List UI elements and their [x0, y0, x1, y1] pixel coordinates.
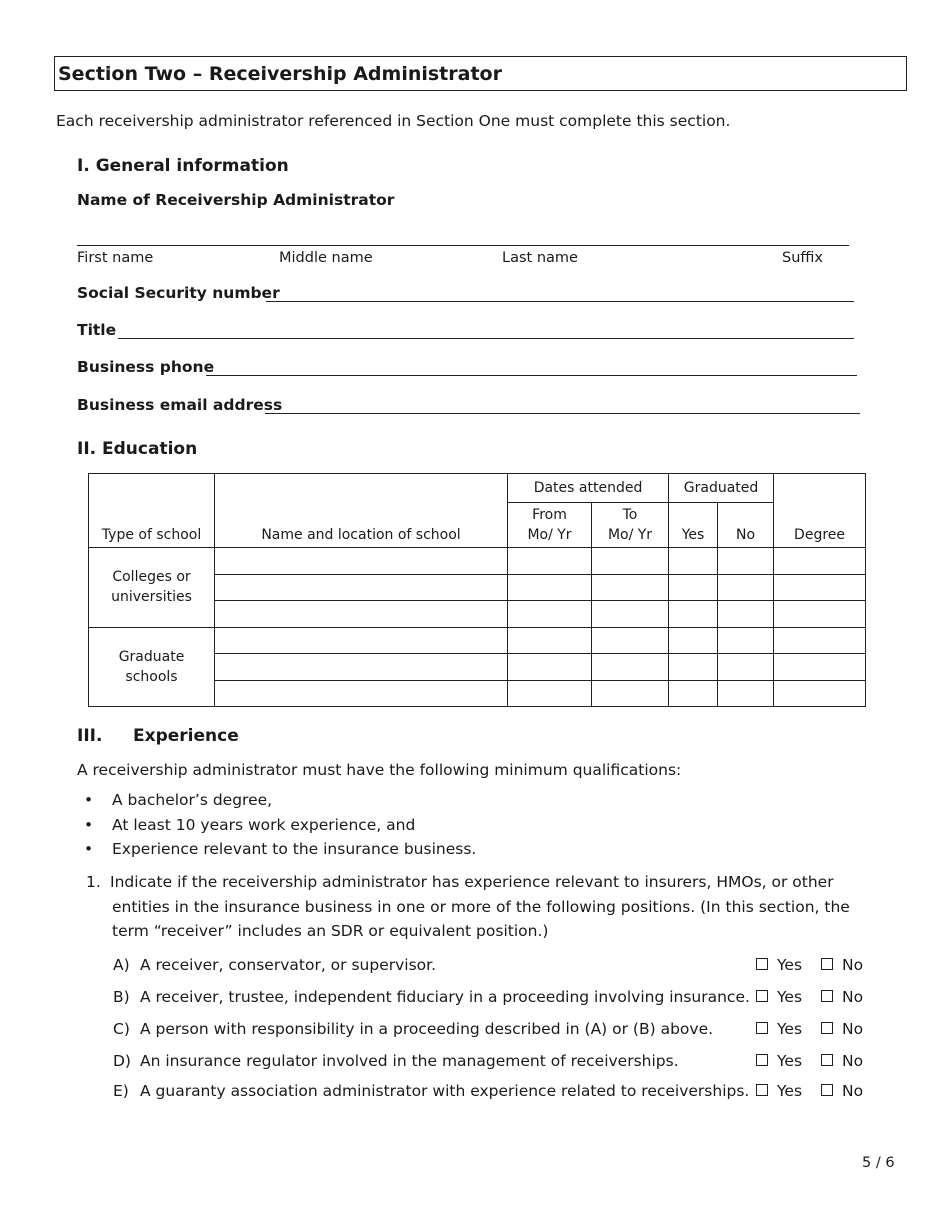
- suffix-caption: Suffix: [782, 250, 823, 266]
- table-cell[interactable]: [669, 627, 718, 654]
- table-cell[interactable]: [592, 548, 669, 575]
- phone-input-line[interactable]: [206, 375, 857, 376]
- table-cell[interactable]: [215, 574, 508, 601]
- col-yes: Yes: [669, 503, 718, 548]
- group-label-line2: universities: [111, 589, 192, 606]
- item-b-letter: B): [113, 988, 130, 1006]
- table-cell[interactable]: [508, 654, 592, 681]
- no-label: No: [841, 956, 864, 974]
- section-title-box: [54, 56, 907, 91]
- table-cell[interactable]: [508, 574, 592, 601]
- item-d-no-checkbox[interactable]: [821, 1054, 833, 1066]
- table-cell[interactable]: [718, 654, 774, 681]
- group-label-line2: schools: [125, 668, 178, 685]
- item-a-no-checkbox[interactable]: [821, 958, 833, 970]
- item-e-letter: E): [113, 1082, 129, 1100]
- item-a-text: A receiver, conservator, or supervisor.: [140, 956, 437, 974]
- table-cell[interactable]: [215, 601, 508, 628]
- item-b-options: [756, 988, 863, 1006]
- col-to: [592, 503, 669, 548]
- last-name-caption: Last name: [502, 250, 578, 266]
- name-label: Name of Receivership Administrator: [77, 191, 395, 209]
- table-cell[interactable]: [508, 601, 592, 628]
- table-cell[interactable]: [774, 601, 866, 628]
- experience-heading: Experience: [133, 726, 239, 746]
- item-e-yes-checkbox[interactable]: [756, 1084, 768, 1096]
- title-input-line[interactable]: [118, 338, 854, 339]
- question-number: 1.: [86, 873, 101, 891]
- table-cell[interactable]: [718, 548, 774, 575]
- middle-name-caption: Middle name: [279, 250, 373, 266]
- group-graduate: [89, 627, 215, 707]
- item-b-no-checkbox[interactable]: [821, 990, 833, 1002]
- col-type-of-school: Type of school: [89, 474, 215, 548]
- ssn-input-line[interactable]: [266, 301, 854, 302]
- table-cell[interactable]: [718, 601, 774, 628]
- item-e-text: A guaranty association administrator with experience related to receiverships.: [140, 1082, 750, 1100]
- to-label: To: [622, 507, 638, 523]
- yes-label: Yes: [777, 988, 803, 1006]
- group-label-line1: Graduate: [118, 648, 185, 665]
- table-cell[interactable]: [774, 654, 866, 681]
- item-c-text: A person with responsibility in a proceeding described in (A) or (B) above.: [140, 1020, 714, 1038]
- item-c-options: [756, 1020, 863, 1038]
- table-cell[interactable]: [508, 680, 592, 707]
- item-e-no-checkbox[interactable]: [821, 1084, 833, 1096]
- yes-label: Yes: [777, 1020, 803, 1038]
- group-colleges: [89, 548, 215, 628]
- table-cell[interactable]: [774, 548, 866, 575]
- item-d-options: [756, 1052, 863, 1070]
- question-text-line3: term “receiver” includes an SDR or equivalent position.): [112, 922, 549, 940]
- section-intro: Each receivership administrator referenced in Section One must complete this section.: [56, 112, 731, 130]
- table-cell[interactable]: [669, 680, 718, 707]
- item-a-options: [756, 956, 863, 974]
- no-label: No: [841, 1082, 864, 1100]
- table-cell[interactable]: [592, 654, 669, 681]
- item-d-yes-checkbox[interactable]: [756, 1054, 768, 1066]
- no-label: No: [841, 1052, 864, 1070]
- education-table: [88, 473, 866, 707]
- no-label: No: [841, 1020, 864, 1038]
- item-d-letter: D): [113, 1052, 131, 1070]
- question-text-line2: entities in the insurance business in one or more of the following positions. (In this section, the: [112, 898, 850, 916]
- no-label: No: [841, 988, 864, 1006]
- table-cell[interactable]: [508, 548, 592, 575]
- col-graduated: Graduated: [669, 474, 774, 503]
- col-dates-attended: Dates attended: [508, 474, 669, 503]
- from-mo-yr: Mo/ Yr: [527, 527, 572, 543]
- general-heading: I. General information: [77, 156, 289, 176]
- table-cell[interactable]: [774, 574, 866, 601]
- col-degree: Degree: [774, 474, 866, 548]
- table-cell[interactable]: [215, 680, 508, 707]
- table-cell[interactable]: [592, 680, 669, 707]
- col-name-location: Name and location of school: [215, 474, 508, 548]
- education-heading: II. Education: [77, 439, 198, 459]
- to-mo-yr: Mo/ Yr: [607, 527, 653, 543]
- yes-label: Yes: [777, 956, 803, 974]
- list-item: • At least 10 years work experience, and: [78, 814, 476, 839]
- col-from: [508, 503, 592, 548]
- table-cell[interactable]: [669, 548, 718, 575]
- table-row: [89, 627, 866, 654]
- item-c-no-checkbox[interactable]: [821, 1022, 833, 1034]
- page-number: 5 / 6: [862, 1155, 895, 1171]
- yes-label: Yes: [777, 1052, 803, 1070]
- table-cell[interactable]: [669, 601, 718, 628]
- item-c-yes-checkbox[interactable]: [756, 1022, 768, 1034]
- title-label: Title: [77, 321, 117, 339]
- section-title: Section Two – Receivership Administrator: [58, 63, 502, 85]
- email-input-line[interactable]: [265, 413, 860, 414]
- ssn-label: Social Security number: [77, 284, 280, 302]
- table-cell[interactable]: [508, 627, 592, 654]
- table-cell[interactable]: [718, 680, 774, 707]
- table-cell[interactable]: [718, 574, 774, 601]
- phone-label: Business phone: [77, 358, 215, 376]
- item-e-options: [756, 1082, 863, 1100]
- table-cell[interactable]: [592, 574, 669, 601]
- table-cell[interactable]: [592, 601, 669, 628]
- table-cell[interactable]: [774, 627, 866, 654]
- item-c-letter: C): [113, 1020, 130, 1038]
- experience-heading-number: III.: [77, 726, 103, 746]
- first-name-caption: First name: [77, 250, 154, 266]
- table-cell[interactable]: [215, 627, 508, 654]
- experience-intro: A receivership administrator must have the following minimum qualifications:: [77, 761, 682, 779]
- table-cell[interactable]: [718, 627, 774, 654]
- table-cell[interactable]: [215, 654, 508, 681]
- from-label: From: [532, 507, 567, 523]
- qualifications-list: [78, 789, 476, 863]
- item-a-letter: A): [113, 956, 130, 974]
- name-input-line[interactable]: [77, 245, 849, 246]
- col-no: No: [718, 503, 774, 548]
- table-cell[interactable]: [669, 574, 718, 601]
- list-item: • Experience relevant to the insurance business.: [78, 838, 476, 863]
- table-row: [89, 548, 866, 575]
- group-label-line1: Colleges or: [112, 569, 191, 586]
- item-b-text: A receiver, trustee, independent fiduciary in a proceeding involving insurance.: [140, 988, 750, 1006]
- table-cell[interactable]: [215, 548, 508, 575]
- item-b-yes-checkbox[interactable]: [756, 990, 768, 1002]
- item-d-text: An insurance regulator involved in the management of receiverships.: [140, 1052, 679, 1070]
- yes-label: Yes: [777, 1082, 803, 1100]
- table-cell[interactable]: [669, 654, 718, 681]
- item-a-yes-checkbox[interactable]: [756, 958, 768, 970]
- table-cell[interactable]: [774, 680, 866, 707]
- table-cell[interactable]: [592, 627, 669, 654]
- question-text-line1: Indicate if the receivership administrator has experience relevant to insurers, HMOs, or other: [110, 873, 834, 891]
- email-label: Business email address: [77, 396, 283, 414]
- list-item: • A bachelor’s degree,: [78, 789, 476, 814]
